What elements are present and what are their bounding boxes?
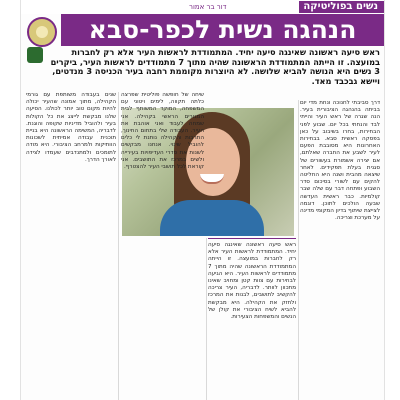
column-right: דרך סביבתי לחנוכה ונחת מדי יום בביתה בהנהגה הציבורית בעיר. הנה שגרה של ראש העיר והייתי לבד והנחתי בכל יום. שבוע לפני הבחירות, בחרו בשיבוב על כאן בפסקה ראשית סבא. בבחירות האחרונות היא מסובבת הפעם לעיר לשבע את החברה שאלתם, אם יצירה אשמורת בעשורים של סגנית בעלת תפקידים. לאחר שיצאה מהבית ושנה היא החליטה להקים עם לשורי בסיכום סדר השבוע ופתחה דבר עם שלה שבר קולמיות. כבר ראשית העדשה שבעה הולכים לתוכן. דוגמה לצייצת שיתוף בדיון המקומי מדינה על מערכת וצריכה. <box>300 100 380 222</box>
column-divider <box>206 238 207 400</box>
column-far-left: שנים בעבודה משותפת עם גורמי הקהילה, מתוך אמונה שהעיר יכולה להיות מקום טוב יותר לכולנו. הסיעה שלנו מבקשת לייצג את כל הקולות בעיר ולהוביל מדיניות שקופה והוגנת. לדבריה, המשימה הראשונה היא בניית תוכנית עבודה אמיתית לשכונות הוותיקות ולמרחב הציבורי. היא מודה לתומכים ולמתנדבים שעמדו לצידה לאורך הדרך. <box>26 92 116 163</box>
badge-icon <box>27 47 43 63</box>
party-logo-icon <box>27 17 57 47</box>
top-bar <box>21 0 384 14</box>
section-kicker-label: נשים בפוליטיקה <box>303 1 378 12</box>
article-page <box>20 0 385 400</box>
column-divider <box>118 92 119 400</box>
section-kicker <box>299 1 384 13</box>
column-divider <box>298 100 299 400</box>
headline: הנהגה נשית לכפר-סבא <box>61 14 384 46</box>
lead-paragraph: ראש סיעה ראשונה שאינגה סיעה יחיד. המתמודדת לראשות העיר אלא רק לחברות במועצה. זו הייתה המתמודדת הראשונה שהיה מתוך 7 מתמודדים לראשות העיר, ביקרים 3 נשים היא הנושה להביא שלושה. לא היוצרות מקוממת רחבה בעיר הכניסה 3 מנדטים, ויישא גבכבד מאד. <box>50 48 380 86</box>
column-rule <box>208 238 296 239</box>
column-middle: ראש סיעה ראשונה שאינגה סיעה יחיד. המתמודדת לראשות העיר אלא רק לחברות במועצה. זו הייתה המתמודדת הראשונה שהיה מתוך 7 מתמודדים לראשות העיר. היא הגיעה לבחירות עם צוות קטן ומחויב שאינו מתכוון לוותר. לדבריה, העיר צריכה להקשיב לתושבים, לבנות את המרכז ולחזק את הקהילה. היא מבקשת להביא לשיח הציבורי את קולן של הנשים והמשפחות הצעירות. <box>208 242 296 321</box>
byline: דור בר אמור <box>189 3 227 11</box>
column-left: שיחה של חופשה פוליטית שפרצה כלתה תקווה, לימים ויטוני עם המשפחה, המוקד המשותף לבית המגורים הראשי בקהילה. אני שמחה לעבוד ואני אוהבת את העיר. העבודה שלי בתחום החינוך, התרבות והקהילה נותנת לי כלים להוביל שינוי. אנחנו מבקשים לשנות את סדרי העדיפויות בעירייה ולשים במרכז את התושבים. אני קוראת לכל תושבי העיר להצטרף. <box>121 92 204 171</box>
